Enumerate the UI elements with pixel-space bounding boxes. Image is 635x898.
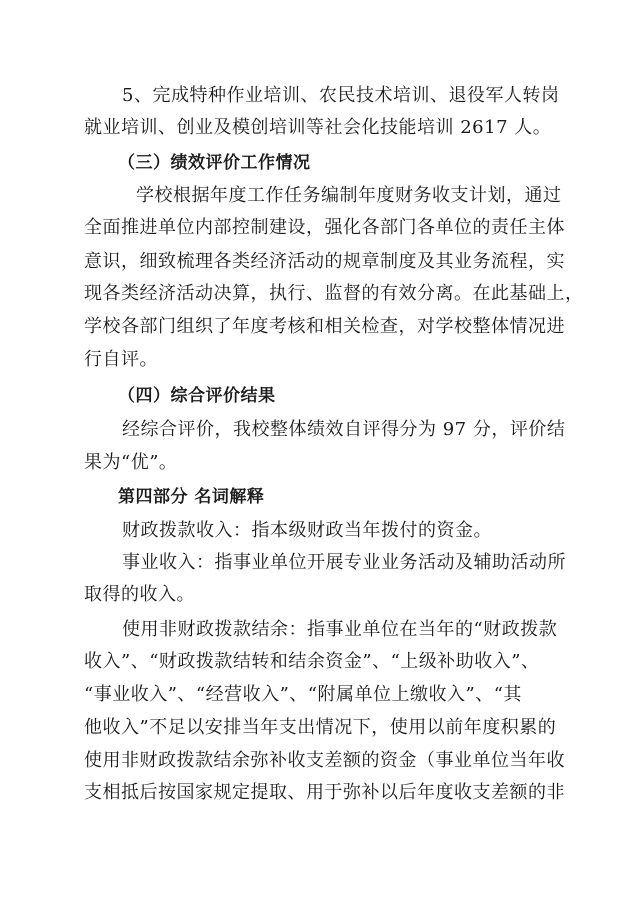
paragraph-line: 意识，细致梳理各类经济活动的规章制度及其业务流程，实: [84, 251, 565, 272]
paragraph-line: 事业收入：指事业单位开展专业业务活动及辅助活动所: [122, 552, 566, 573]
paragraph-line: 他收入”不足以安排当年支出情况下，使用以前年度积累的: [84, 717, 557, 738]
paragraph-line: 就业培训、创业及模创培训等社会化技能培训 2617 人。: [84, 117, 552, 138]
paragraph-line: 收入”、“财政拨款结转和结余资金”、“上级补助收入”、: [84, 651, 540, 672]
paragraph-line: 行自评。: [84, 349, 158, 370]
paragraph-line: 使用非财政拨款结余：指事业单位在当年的“财政拨款: [122, 619, 558, 640]
paragraph-line: 财政拨款收入：指本级财政当年拨付的资金。: [122, 520, 492, 541]
part-heading: 第四部分 名词解释: [118, 487, 265, 507]
section-heading: （三）绩效评价工作情况: [118, 153, 311, 173]
paragraph-line: 学校各部门组织了年度考核和相关检查，对学校整体情况进: [84, 316, 565, 337]
paragraph-line: 现各类经济活动决算，执行、监督的有效分离。在此基础上，: [84, 283, 584, 304]
paragraph-line: 支相抵后按国家规定提取、用于弥补以后年度收支差额的非: [84, 782, 565, 803]
paragraph-line: 经综合评价，我校整体绩效自评得分为 97 分，评价结: [122, 419, 566, 440]
paragraph-line: 取得的收入。: [84, 584, 195, 605]
paragraph-line: 学校根据年度工作任务编制年度财务收支计划，通过: [136, 185, 562, 206]
paragraph-line: 使用非财政拨款结余弥补收支差额的资金（事业单位当年收: [84, 750, 565, 771]
paragraph-line: 5、完成特种作业培训、农民技术培训、退役军人转岗: [122, 85, 560, 106]
paragraph-line: 果为“优”。: [84, 452, 178, 473]
paragraph-line: “事业收入”、“经营收入”、“附属单位上缴收入”、“其: [84, 684, 522, 705]
paragraph-line: 全面推进单位内部控制建设，强化各部门各单位的责任主体: [84, 217, 565, 238]
section-heading: （四）综合评价结果: [118, 386, 276, 406]
